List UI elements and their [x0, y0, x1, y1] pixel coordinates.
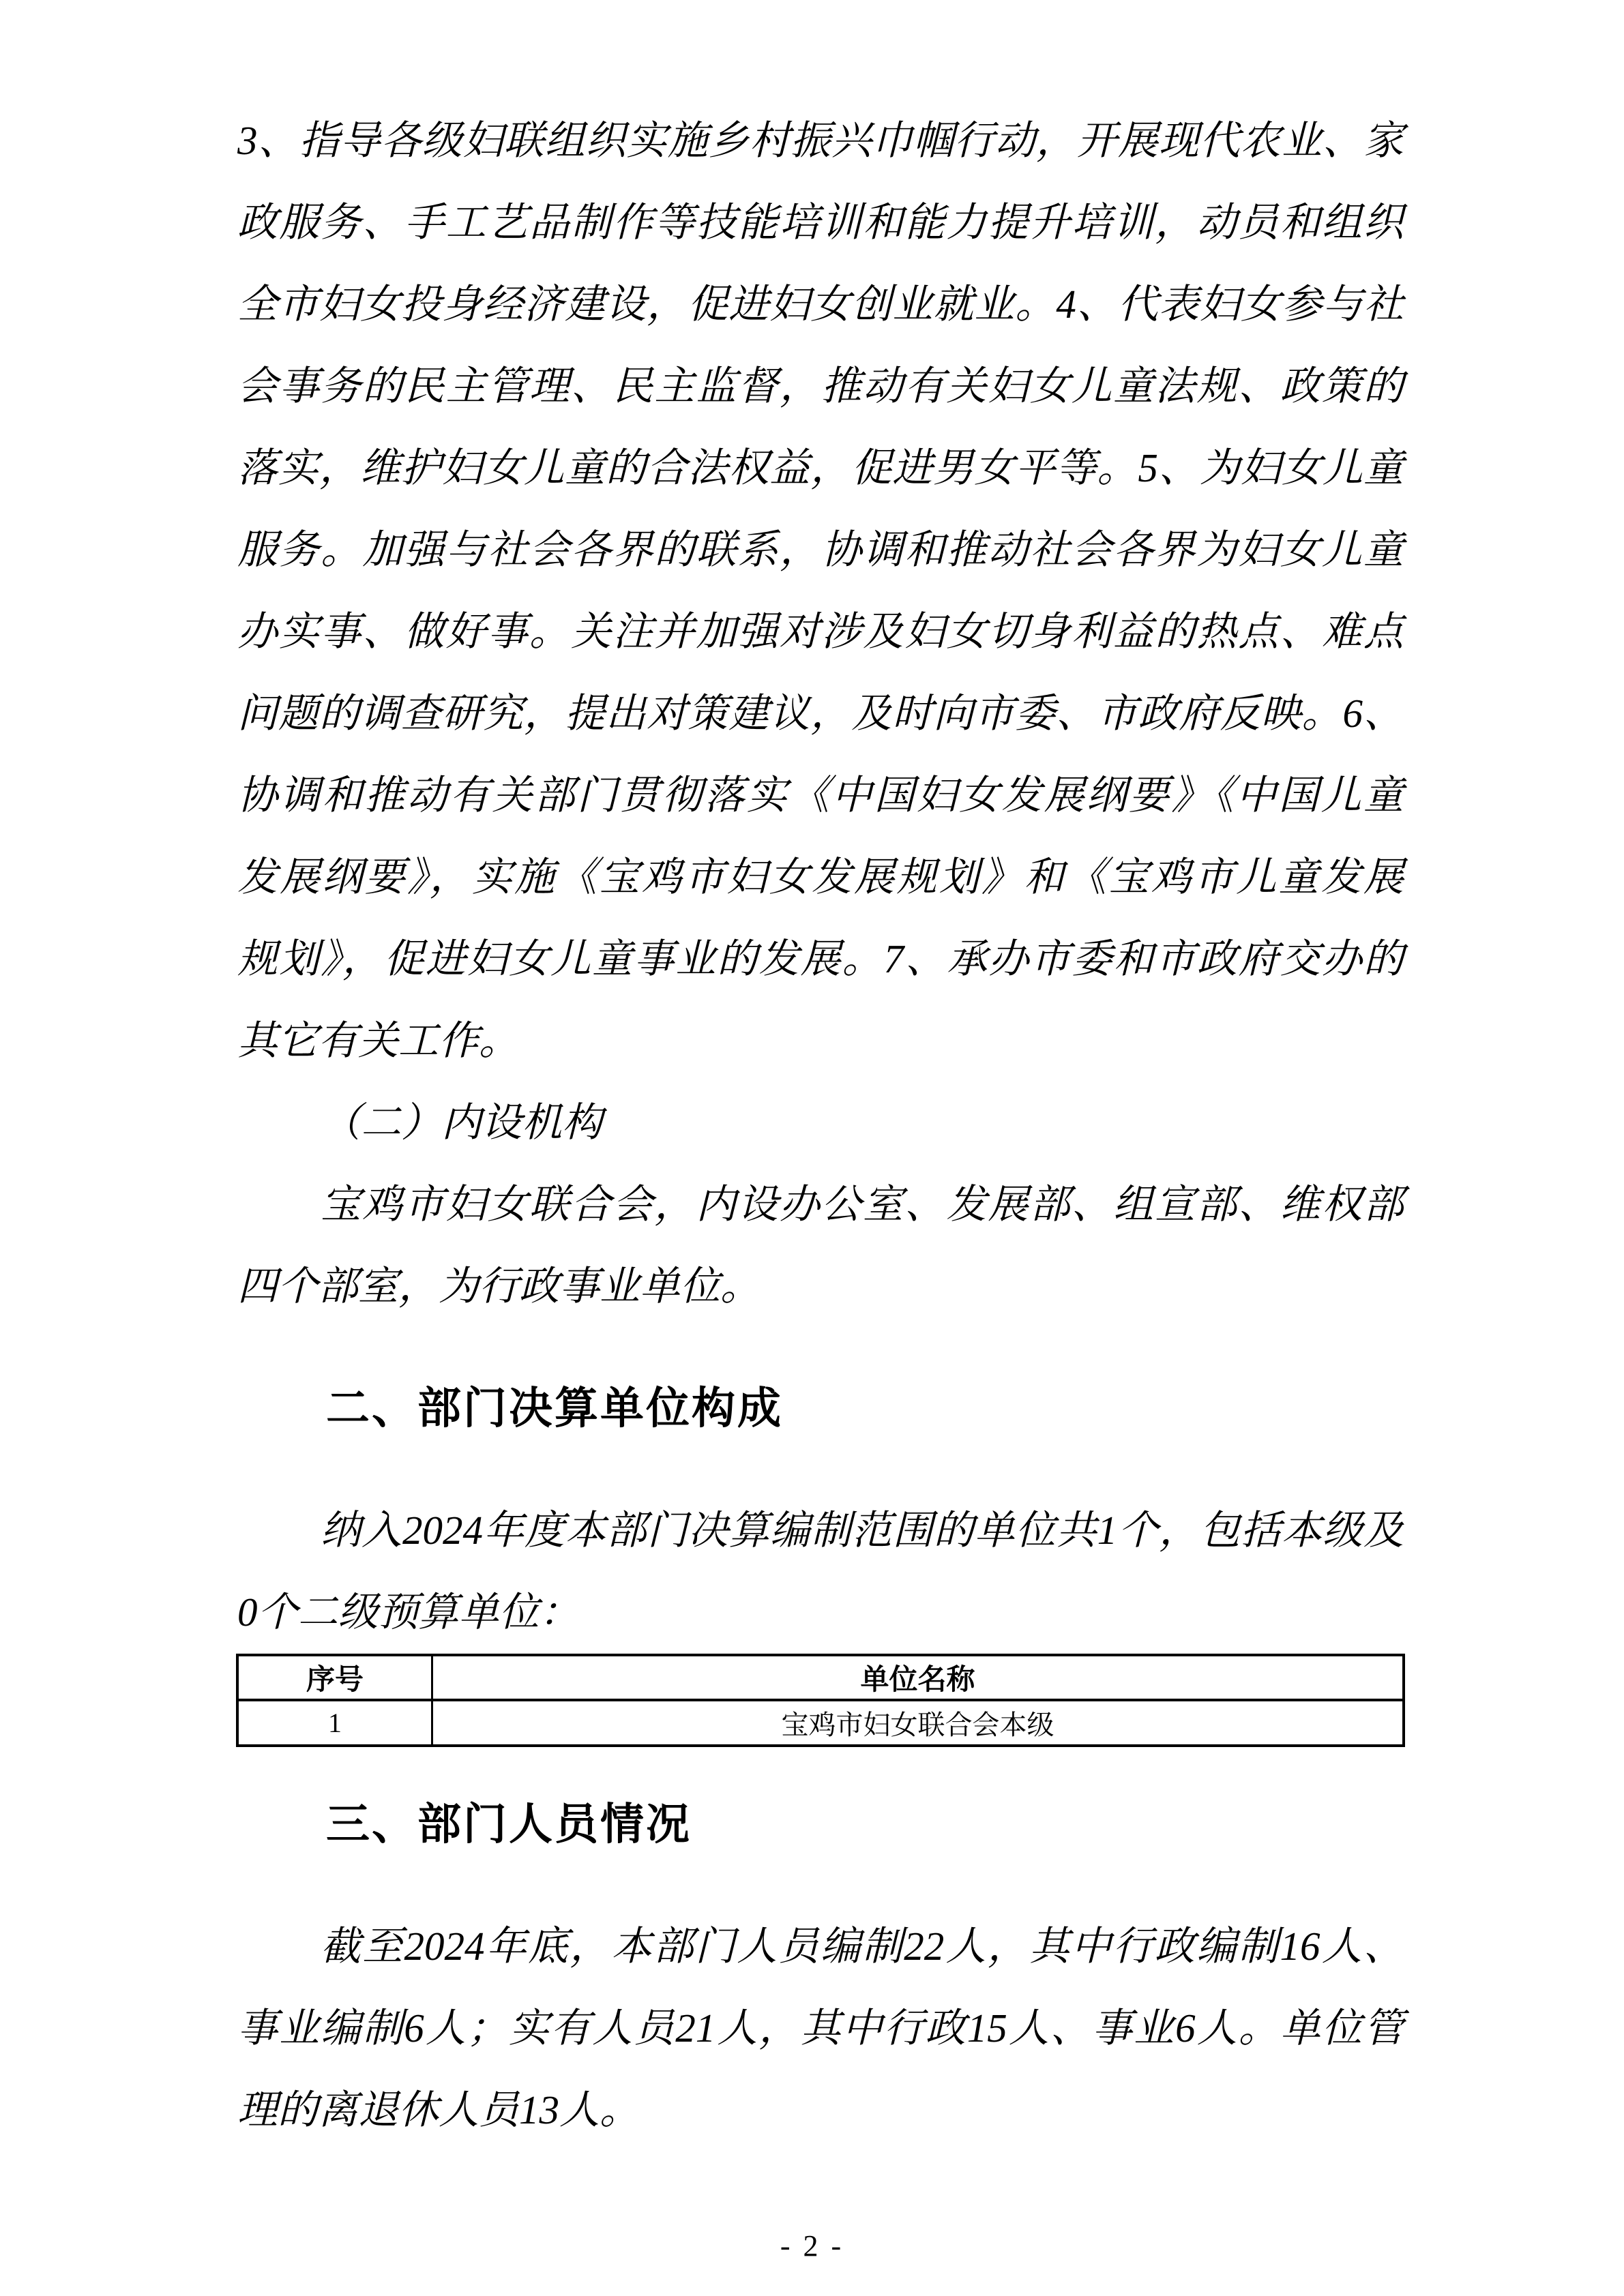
body-line: 3、指导各级妇联组织实施乡村振兴巾帼行动，开展现代农业、家	[237, 118, 1404, 163]
unit-table-cell-index: 1	[237, 1700, 432, 1746]
body-line: 发展纲要》，实施《宝鸡市妇女发展规划》和《宝鸡市儿童发展	[237, 854, 1404, 899]
unit-table-header-name: 单位名称	[432, 1655, 1404, 1700]
body-line: 政服务、手工艺品制作等技能培训和能力提升培训，动员和组织	[237, 200, 1404, 245]
body-line: 全市妇女投身经济建设，促进妇女创业就业。4、代表妇女参与社	[237, 282, 1404, 327]
body-line: 问题的调查研究，提出对策建议，及时向市委、市政府反映。6、	[237, 691, 1404, 736]
body-line: 理的离退休人员13人。	[237, 2087, 640, 2132]
body-line: 会事务的民主管理、民主监督，推动有关妇女儿童法规、政策的	[237, 363, 1404, 408]
body-line: 服务。加强与社会各界的联系，协调和推动社会各界为妇女儿童	[237, 527, 1404, 572]
unit-table-header-index: 序号	[237, 1655, 432, 1700]
body-line: 其它有关工作。	[237, 1018, 520, 1063]
unit-table	[236, 1654, 1405, 1747]
subheading-internal-structure: （二）内设机构	[321, 1100, 603, 1145]
body-line: 纳入2024年度本部门决算编制范围的单位共1个，包括本级及	[321, 1508, 1404, 1553]
heading-personnel: 三、部门人员情况	[326, 1800, 692, 1849]
body-line: 规划》，促进妇女儿童事业的发展。7、承办市委和市政府交办的	[237, 936, 1404, 981]
body-line: 协调和推动有关部门贯彻落实《中国妇女发展纲要》《中国儿童	[237, 773, 1404, 818]
body-line: 办实事、做好事。关注并加强对涉及妇女切身利益的热点、难点	[237, 609, 1404, 654]
unit-table-row	[237, 1700, 1404, 1746]
page-number: - 2 -	[780, 2229, 844, 2263]
body-line: 落实，维护妇女儿童的合法权益，促进男女平等。5、为妇女儿童	[237, 445, 1404, 490]
heading-budget-unit-composition: 二、部门决算单位构成	[326, 1384, 783, 1433]
body-line: 宝鸡市妇女联合会，内设办公室、发展部、组宣部、维权部	[321, 1182, 1404, 1227]
body-line: 四个部室，为行政事业单位。	[237, 1264, 761, 1309]
body-line: 事业编制6人；实有人员21人，其中行政15人、事业6人。单位管	[237, 2006, 1404, 2051]
unit-table-cell-name: 宝鸡市妇女联合会本级	[432, 1700, 1404, 1746]
body-line: 0个二级预算单位：	[237, 1590, 580, 1635]
body-line: 截至2024年底，本部门人员编制22人，其中行政编制16人、	[321, 1924, 1404, 1969]
unit-table-header-row	[237, 1655, 1404, 1700]
